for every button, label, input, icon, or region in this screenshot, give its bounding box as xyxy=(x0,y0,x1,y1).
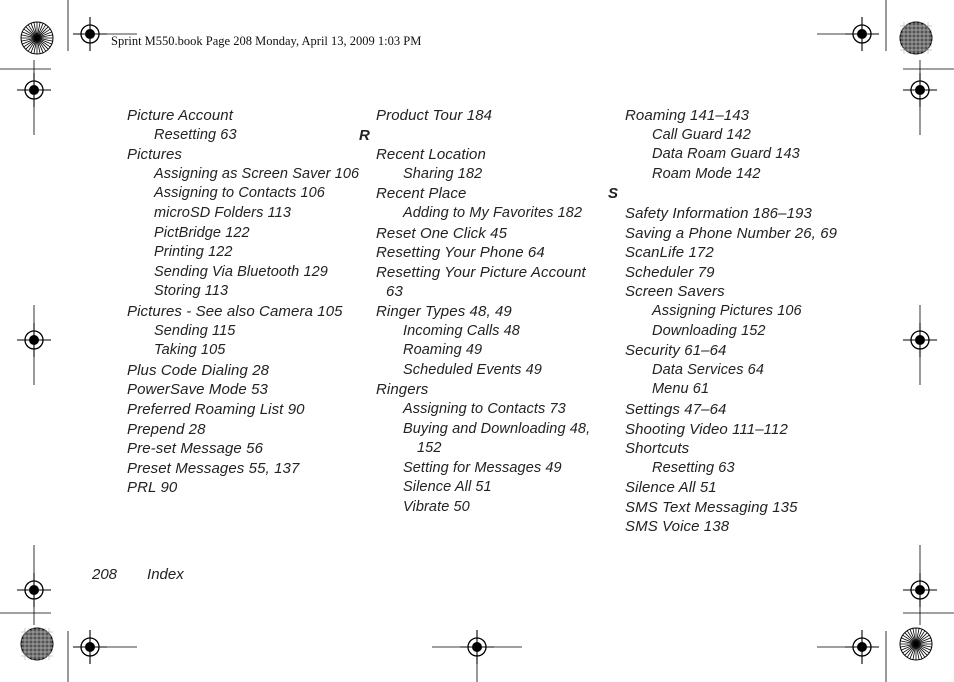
index-entry: Preset Messages 55, 137 xyxy=(127,459,300,477)
index-subentry: Sharing 182 xyxy=(403,165,483,182)
index-entry: Pre-set Message 56 xyxy=(127,440,264,458)
page-footer xyxy=(92,566,184,583)
index-subentry: Storing 113 xyxy=(154,283,229,300)
index-subentry: Data Roam Guard 143 xyxy=(652,146,800,163)
index-entry: Screen Savers xyxy=(625,283,725,301)
index-entry: Resetting Your Phone 64 xyxy=(376,244,545,262)
page-number: 208 xyxy=(92,566,118,583)
index-entry: Pictures - See also Camera 105 xyxy=(127,302,343,320)
index-entry: Safety Information 186–193 xyxy=(625,204,812,222)
index-entry: ScanLife 172 xyxy=(625,244,714,262)
index-subentry: Menu 61 xyxy=(652,381,710,398)
index-letter-heading: R xyxy=(359,126,370,144)
index-subentry: Taking 105 xyxy=(154,342,226,359)
index-column-2 xyxy=(359,106,591,517)
index-entry: Picture Account xyxy=(127,107,233,124)
index-subentry: Assigning as Screen Saver 106 xyxy=(154,165,360,182)
index-subentry: Vibrate 50 xyxy=(403,498,470,515)
index-entry: Preferred Roaming List 90 xyxy=(127,400,305,418)
index-column-3 xyxy=(608,106,860,537)
index-entry: SMS Voice 138 xyxy=(625,518,730,536)
index-entry: Ringer Types 48, 49 xyxy=(376,302,512,320)
index-entry: Shortcuts xyxy=(625,440,690,458)
index-subentry: Call Guard 142 xyxy=(652,126,751,143)
index-entry: Pictures xyxy=(127,146,182,164)
index-subentry: PictBridge 122 xyxy=(154,224,250,241)
index-entry: Prepend 28 xyxy=(127,420,206,438)
index-entry: SMS Text Messaging 135 xyxy=(625,498,798,516)
index-subentry: Assigning to Contacts 73 xyxy=(403,400,566,417)
section-label: Index xyxy=(147,566,184,583)
index-subentry: Assigning to Contacts 106 xyxy=(154,185,325,202)
index-entry: Recent Location xyxy=(376,146,486,164)
index-entry: Resetting Your Picture Account 63 xyxy=(376,263,586,301)
index-subentry: Incoming Calls 48 xyxy=(403,322,520,339)
index-entry: Saving a Phone Number 26, 69 xyxy=(625,224,838,242)
index-subentry: Sending 115 xyxy=(154,322,236,339)
index-entry: PRL 90 xyxy=(127,479,178,497)
index-subentry: Data Services 64 xyxy=(652,361,765,378)
index-subentry: Buying and Downloading 48, 152 xyxy=(403,420,591,457)
index-entry: Silence All 51 xyxy=(625,479,717,497)
index-subentry: Roaming 49 xyxy=(403,342,483,359)
index-subentry: Setting for Messages 49 xyxy=(403,459,562,476)
index-entry: Scheduler 79 xyxy=(625,263,715,281)
index-entry: Settings 47–64 xyxy=(625,400,727,418)
index-subentry: Scheduled Events 49 xyxy=(403,361,542,378)
index-entry: Reset One Click 45 xyxy=(376,224,508,242)
index-subentry: Roam Mode 142 xyxy=(652,165,761,182)
index-letter-heading: S xyxy=(608,185,619,203)
index-subentry: Resetting 63 xyxy=(154,126,237,143)
index-entry: Product Tour 184 xyxy=(376,107,493,124)
index-entry: PowerSave Mode 53 xyxy=(127,381,268,399)
index-subentry: Assigning Pictures 106 xyxy=(652,302,802,319)
index-entry: Security 61–64 xyxy=(625,342,727,360)
index-subentry: Adding to My Favorites 182 xyxy=(403,204,583,221)
print-header: Sprint M550.book Page 208 Monday, April 13, 2009 1:03 PM xyxy=(111,34,422,48)
index-subentry: Downloading 152 xyxy=(652,322,766,339)
index-subentry: Printing 122 xyxy=(154,244,233,261)
index-subentry: Sending Via Bluetooth 129 xyxy=(154,263,328,280)
index-subentry: Resetting 63 xyxy=(652,459,735,476)
index-entry: Shooting Video 111–112 xyxy=(625,420,788,438)
index-entry: Ringers xyxy=(376,381,429,399)
index-entry: Roaming 141–143 xyxy=(625,107,750,124)
index-column-1 xyxy=(127,106,362,498)
index-entry: Plus Code Dialing 28 xyxy=(127,361,270,379)
index-subentry: Silence All 51 xyxy=(403,479,492,496)
index-entry: Recent Place xyxy=(376,185,467,203)
index-subentry: microSD Folders 113 xyxy=(154,204,292,221)
